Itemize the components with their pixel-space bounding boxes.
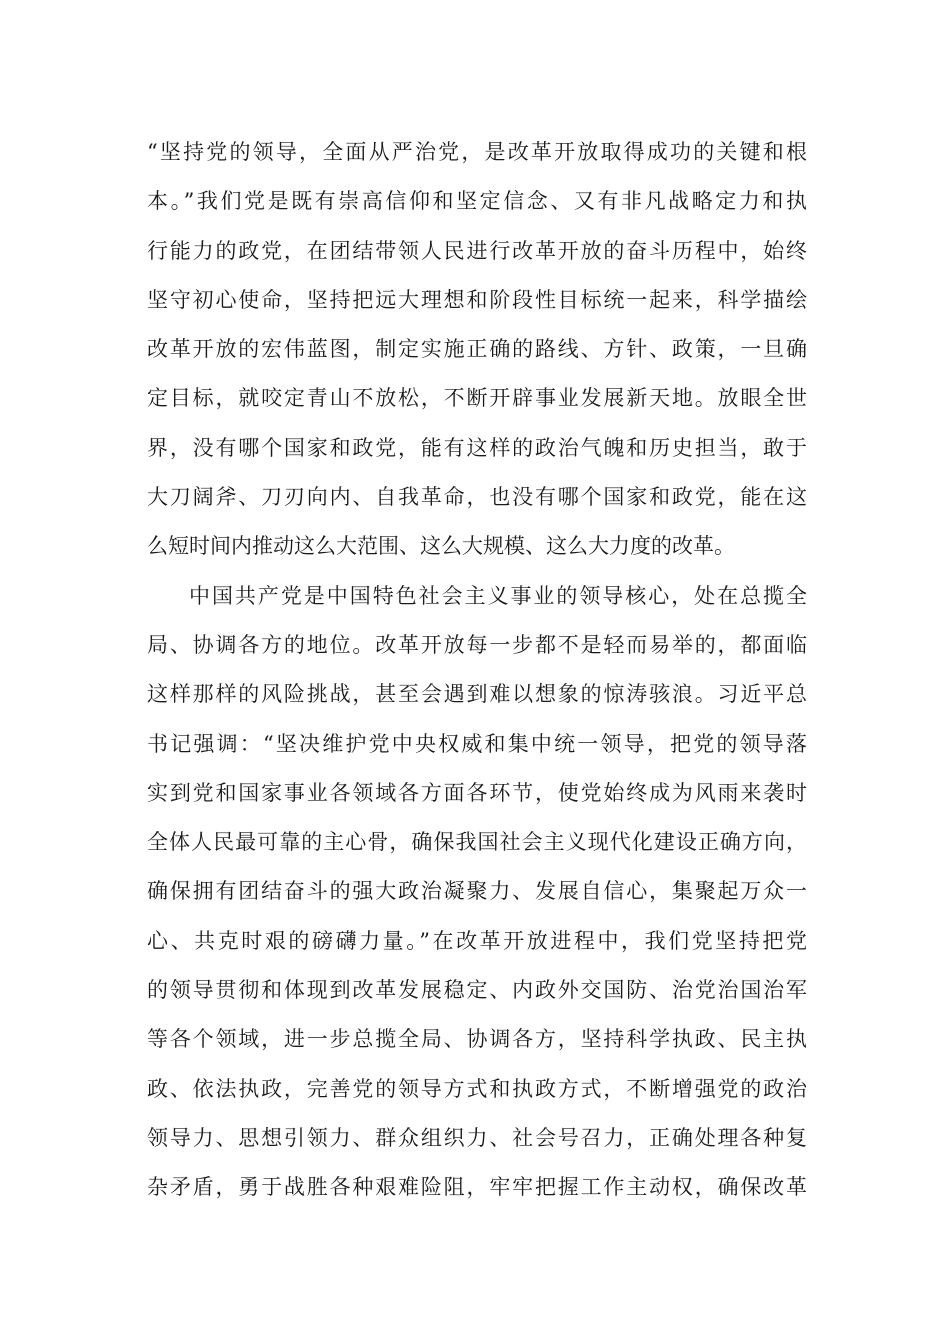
text-line: 心、共克时艰的磅礴力量。”在改革开放进程中，我们党坚持把党 (147, 928, 807, 953)
text-line: 政、依法执政，完善党的领导方式和执政方式，不断增强党的政治 (147, 1076, 807, 1101)
text-line: 书记强调：“坚决维护党中央权威和集中统一领导，把党的领导落 (147, 731, 807, 756)
text-line: 全体人民最可靠的主心骨，确保我国社会主义现代化建设正确方向， (147, 830, 807, 855)
text-line: 定目标，就咬定青山不放松，不断开辟事业发展新天地。放眼全世 (147, 386, 807, 411)
text-line: 等各个领域，进一步总揽全局、协调各方，坚持科学执政、民主执 (147, 1027, 807, 1052)
text-line: “坚持党的领导，全面从严治党，是改革开放取得成功的关键和根 (147, 140, 807, 164)
text-line: 中国共产党是中国特色社会主义事业的领导核心，处在总揽全 (189, 583, 807, 608)
text-line: 确保拥有团结奋斗的强大政治凝聚力、发展自信心，集聚起万众一 (147, 879, 807, 904)
text-line: 改革开放的宏伟蓝图，制定实施正确的路线、方针、政策，一旦确 (147, 337, 807, 362)
text-line: 本。”我们党是既有崇高信仰和坚定信念、又有非凡战略定力和执 (147, 189, 807, 214)
text-line: 行能力的政党，在团结带领人民进行改革开放的奋斗历程中，始终 (147, 238, 807, 263)
text-line: 局、协调各方的地位。改革开放每一步都不是轻而易举的，都面临 (147, 632, 807, 657)
text-line: 大刀阔斧、刀刃向内、自我革命，也没有哪个国家和政党，能在这 (147, 485, 807, 510)
text-line: 的领导贯彻和体现到改革发展稳定、内政外交国防、治党治国治军 (147, 978, 807, 1003)
text-line: 这样那样的风险挑战，甚至会遇到难以想象的惊涛骇浪。习近平总 (147, 682, 807, 707)
text-line: 坚守初心使命，坚持把远大理想和阶段性目标统一起来，科学描绘 (147, 287, 807, 312)
text-line: 界，没有哪个国家和政党，能有这样的政治气魄和历史担当，敢于 (147, 435, 807, 460)
text-line: 领导力、思想引领力、群众组织力、社会号召力，正确处理各种复 (147, 1125, 807, 1150)
body-text (147, 128, 807, 1213)
text-line: 杂矛盾，勇于战胜各种艰难险阻，牢牢把握工作主动权，确保改革 (147, 1175, 807, 1200)
text-line: 么短时间内推动这么大范围、这么大规模、这么大力度的改革。 (147, 534, 735, 559)
text-line: 实到党和国家事业各领域各方面各环节，使党始终成为风雨来袭时 (147, 780, 807, 805)
